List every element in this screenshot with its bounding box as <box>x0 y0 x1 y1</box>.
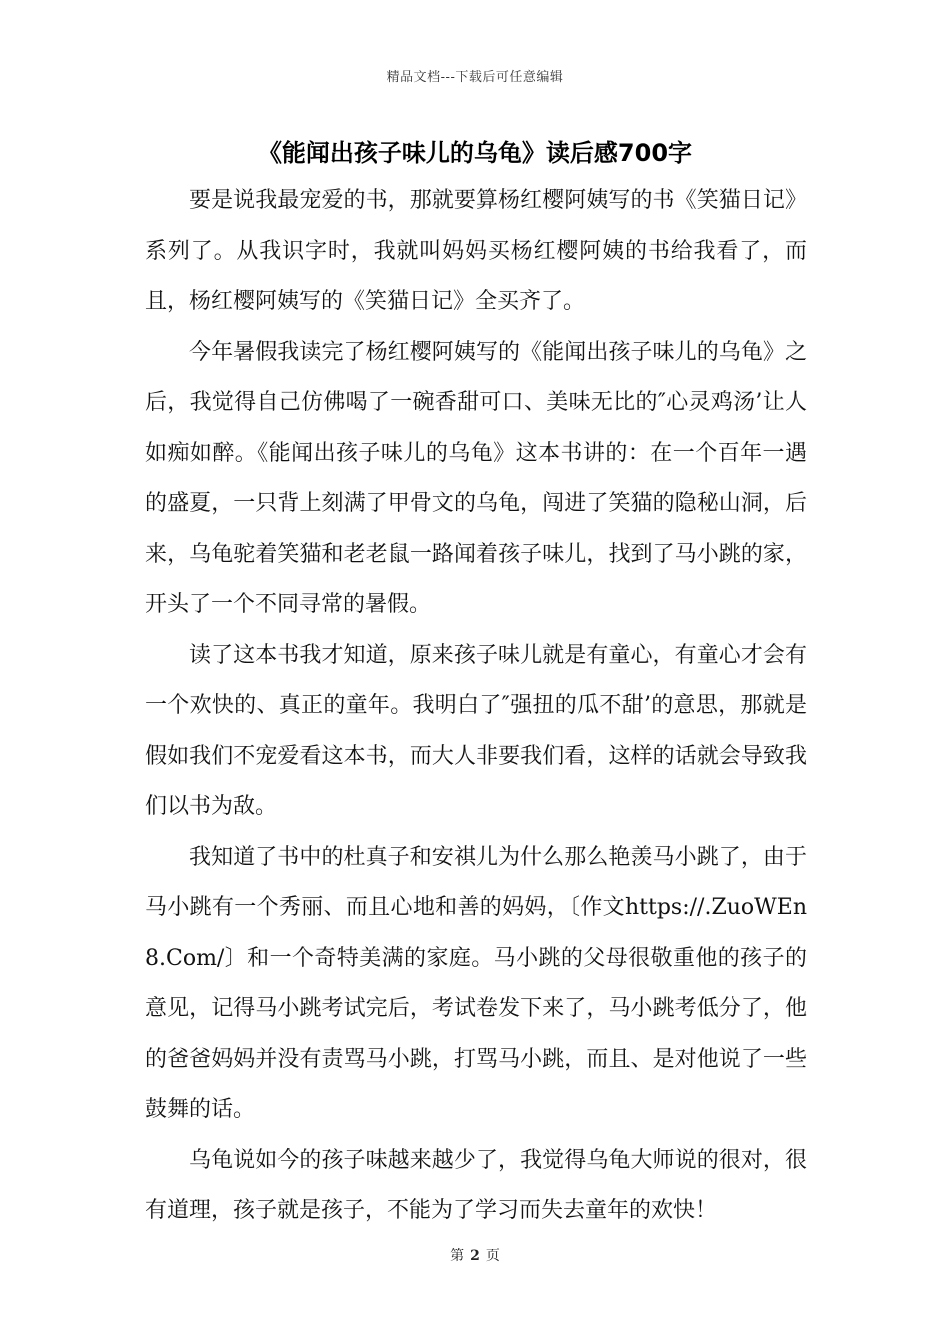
paragraph-4: 我知道了书中的杜真子和安祺儿为什么那么艳羡马小跳了，由于马小跳有一个秀丽、而且心地和善的妈妈，〔作文https://.ZuoWEn8.Com/〕和一个奇特美满的家庭。马小跳的父母很敬重他的孩子的意见，记得马小跳考试完后，考试卷发下来了，马小跳考低分了，他的爸爸妈妈并没有责骂马小跳，打骂马小跳，而且、是对他说了一些鼓舞的话。 <box>145 844 807 1122</box>
paragraph-2: 今年暑假我读完了杨红樱阿姨写的《能闻出孩子味儿的乌龟》之后，我觉得自己仿佛喝了一碗香甜可口、美味无比的″心灵鸡汤’让人如痴如醉。《能闻出孩子味儿的乌龟》这本书讲的：在一个百年一遇的盛夏，一只背上刻满了甲骨文的乌龟，闯进了笑猫的隐秘山洞，后来，乌龟驼着笑猫和老老鼠一路闻着孩子味儿，找到了马小跳的家，开头了一个不同寻常的暑假。 <box>145 339 807 617</box>
paragraph-5: 乌龟说如今的孩子味越来越少了，我觉得乌龟大师说的很对，很有道理，孩子就是孩子，不能为了学习而失去童年的欢快！ <box>145 1147 807 1223</box>
page-footer <box>0 1245 950 1265</box>
document-body <box>145 176 807 1237</box>
page-header: 精品文档---下载后可任意编辑 <box>386 70 564 85</box>
footer-prefix: 第 <box>450 1248 465 1264</box>
page-number: 2 <box>470 1248 480 1264</box>
paragraph-3: 读了这本书我才知道，原来孩子味儿就是有童心，有童心才会有一个欢快的、真正的童年。我明白了″强扭的瓜不甜’的意思，那就是假如我们不宠爱看这本书，而大人非要我们看，这样的话就会导致我们以书为敌。 <box>145 642 807 819</box>
footer-suffix: 页 <box>485 1248 500 1264</box>
paragraph-1: 要是说我最宠爱的书，那就要算杨红樱阿姨写的书《笑猫日记》系列了。从我识字时，我就叫妈妈买杨红樱阿姨的书给我看了，而且，杨红樱阿姨写的《笑猫日记》全买齐了。 <box>145 188 807 314</box>
document-title: 《能闻出孩子味儿的乌龟》读后感700字 <box>257 139 693 167</box>
